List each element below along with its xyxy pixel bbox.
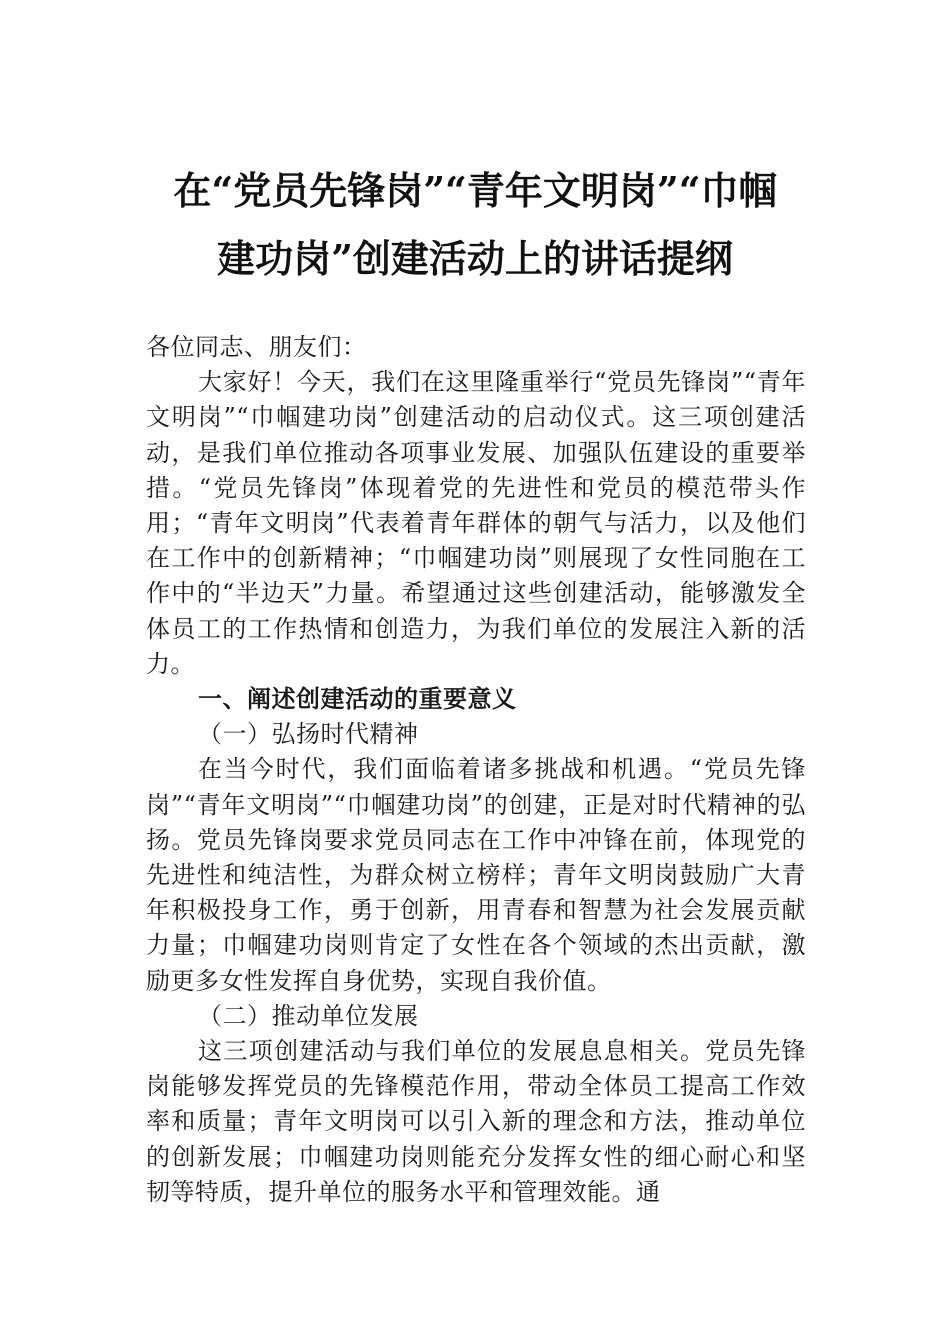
- document-title-line-2: 建功岗”创建活动上的讲话提纲: [217, 236, 733, 281]
- document-title-line-1: 在“党员先锋岗”“青年文明岗”“巾帼: [173, 168, 777, 213]
- subsection-1-heading: （一）弘扬时代精神: [198, 720, 419, 749]
- document-body: [146, 330, 806, 1210]
- subsection-1-paragraph: 在当今时代，我们面临着诸多挑战和机遇。“党员先锋岗”“青年文明岗”“巾帼建功岗”的创建，正是对时代精神的弘扬。党员先锋岗要求党员同志在工作中冲锋在前，体现党的先进性和纯洁性，为群众树立榜样；青年文明岗鼓励广大青年积极投身工作，勇于创新，用青春和智慧为社会发展贡献力量；巾帼建功岗则肯定了女性在各个领域的杰出贡献，激励更多女性发挥自身优势，实现自我价值。: [146, 755, 806, 995]
- subsection-2-paragraph: 这三项创建活动与我们单位的发展息息相关。党员先锋岗能够发挥党员的先锋模范作用，带动全体员工提高工作效率和质量；青年文明岗可以引入新的理念和方法，推动单位的创新发展；巾帼建功岗则能充分发挥女性的细心耐心和坚韧等特质，提升单位的服务水平和管理效能。通: [146, 1037, 806, 1206]
- greeting-paragraph: 各位同志、朋友们：: [146, 333, 367, 361]
- intro-paragraph: 大家好！今天，我们在这里隆重举行“党员先锋岗”“青年文明岗”“巾帼建功岗”创建活动的启动仪式。这三项创建活动，是我们单位推动各项事业发展、加强队伍建设的重要举措。“党员先锋岗”体现着党的先进性和党员的模范带头作用；“青年文明岗”代表着青年群体的朝气与活力，以及他们在工作中的创新精神；“巾帼建功岗”则展现了女性同胞在工作中的“半边天”力量。希望通过这些创建活动，能够激发全体员工的工作热情和创造力，为我们单位的发展注入新的活力。: [146, 368, 806, 678]
- section-1-heading: 一、阐述创建活动的重要意义: [198, 685, 517, 714]
- subsection-2-heading: （二）推动单位发展: [198, 1001, 419, 1030]
